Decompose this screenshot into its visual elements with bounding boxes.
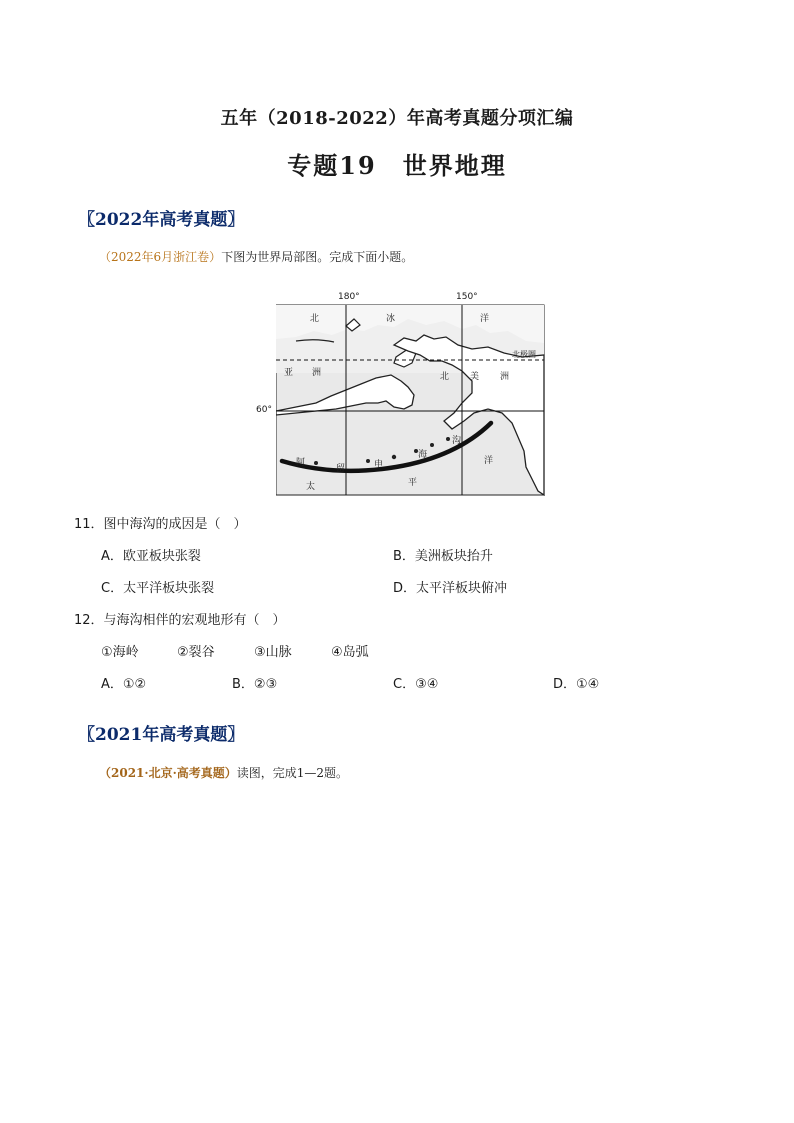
q12-option-d[interactable]: D．①④ bbox=[553, 677, 600, 692]
source-line-2021 bbox=[99, 764, 348, 781]
aleutian-island bbox=[430, 443, 434, 447]
map-label: 洲 bbox=[500, 372, 510, 382]
q12-option-a[interactable]: A．①② bbox=[101, 677, 147, 692]
aleutian-island bbox=[392, 455, 396, 459]
topic-title: 专题19 世界地理 bbox=[287, 151, 507, 180]
map-label: 沟 bbox=[452, 436, 462, 446]
q12-item-2: ②裂谷 bbox=[177, 645, 215, 660]
q12-item-3: ③山脉 bbox=[254, 645, 292, 660]
map-label: 申 bbox=[374, 460, 384, 470]
map-label: 阿 bbox=[296, 458, 306, 468]
q11-option-b[interactable]: B．美洲板块抬升 bbox=[393, 549, 493, 564]
map-label: 洲 bbox=[312, 368, 322, 378]
source-tag: （2021·北京·高考真题） bbox=[99, 766, 237, 780]
lat-label-60: 60° bbox=[256, 405, 272, 415]
lon-label-180: 180° bbox=[338, 292, 360, 302]
world-partial-map bbox=[276, 291, 546, 496]
map-label: 海 bbox=[418, 450, 428, 460]
map-figure bbox=[276, 291, 546, 496]
map-label: 留 bbox=[336, 464, 346, 474]
section-heading-2021: 〖2021年高考真题〗 bbox=[78, 725, 245, 745]
map-label: 洋 bbox=[484, 456, 494, 466]
map-label: 北 bbox=[440, 372, 450, 382]
source-line-2022 bbox=[99, 248, 413, 265]
aleutian-island bbox=[446, 437, 450, 441]
map-label-arctic-circle: 北极圈 bbox=[512, 350, 536, 359]
aleutian-island bbox=[314, 461, 318, 465]
lon-label-150: 150° bbox=[456, 292, 478, 302]
map-label: 洋 bbox=[480, 314, 490, 324]
question-11-stem: 11．图中海沟的成因是（ ） bbox=[74, 517, 247, 532]
q12-item-1: ①海岭 bbox=[101, 645, 139, 660]
map-label: 平 bbox=[408, 478, 418, 488]
q12-option-b[interactable]: B．②③ bbox=[232, 677, 278, 692]
map-label: 太 bbox=[306, 482, 316, 492]
q11-option-a[interactable]: A．欧亚板块张裂 bbox=[101, 549, 201, 564]
document-title: 五年（2018-2022）年高考真题分项汇编 bbox=[220, 108, 574, 129]
map-label: 北 bbox=[310, 314, 320, 324]
source-tag: （2022年6月浙江卷） bbox=[99, 250, 222, 264]
section-heading-2022: 〖2022年高考真题〗 bbox=[78, 210, 245, 230]
map-label: 美 bbox=[470, 372, 480, 382]
q11-option-d[interactable]: D．太平洋板块俯冲 bbox=[393, 581, 508, 596]
map-label: 亚 bbox=[284, 368, 294, 378]
question-12-stem: 12．与海沟相伴的宏观地形有（ ） bbox=[74, 613, 286, 628]
source-text: 下图为世界局部图。完成下面小题。 bbox=[221, 250, 414, 264]
map-label: 冰 bbox=[386, 314, 396, 324]
q12-item-4: ④岛弧 bbox=[331, 645, 369, 660]
q11-option-c[interactable]: C．太平洋板块张裂 bbox=[101, 581, 215, 596]
source-text: 读图，完成1—2题。 bbox=[236, 766, 349, 780]
q12-option-c[interactable]: C．③④ bbox=[393, 677, 439, 692]
aleutian-island bbox=[366, 459, 370, 463]
